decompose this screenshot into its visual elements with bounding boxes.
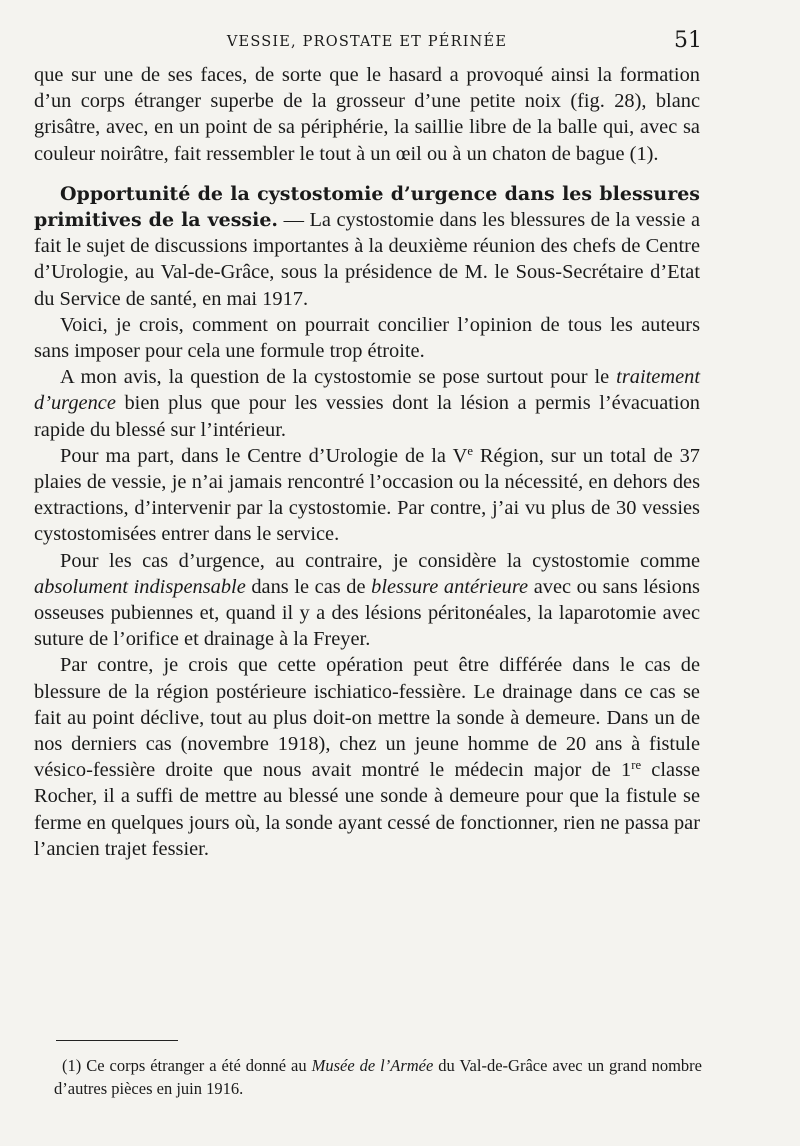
body-text bbox=[34, 62, 700, 862]
paragraph-1: que sur une de ses faces, de sorte que le hasard a provoqué ainsi la formation d’un corps étranger superbe de la grosseur d’une petite noix (fig. 28), blanc grisâtre, avec, en un point de sa périphérie, la saillie libre de la balle qui, avec sa couleur noirâtre, fait ressembler le tout à un œil ou à un chaton de bague (1). bbox=[34, 64, 700, 165]
paragraph-section: Opportunité de la cystostomie d’urgence dans les blessures primitives de la vessie. — La cystostomie dans les blessures de la vessie a fait le sujet de discussions importantes à la deuxième réunion des chefs de Centre d’Urologie, au Val-de-Grâce, sous la présidence de M. le Sous-Secrétaire d’Etat du Service de santé, en mai 1917. bbox=[34, 182, 700, 310]
running-title: VESSIE, PROSTATE ET PÉRINÉE bbox=[226, 34, 508, 50]
paragraph-7: Par contre, je crois que cette opération peut être différée dans le cas de blessure de la région postérieure ischiatico-fessière. Le drainage dans ce cas se fait au point déclive, tout au plus doit-on mettre la sonde à demeure. Dans un de nos derniers cas (novembre 1918), chez un jeune homme de 20 ans à fistule vésico-fessière droite que nous avait montré le médecin major de 1re classe Rocher, il a suffi de mettre au blessé une sonde à demeure pour que la fistule se ferme en quelques jours où, la sonde ayant cessé de fonctionner, rien ne passa par l’ancien trajet fessier. bbox=[34, 654, 700, 860]
section-title: Opportunité de la cystostomie d’urgence dans les blessures primitives de la vessie. bbox=[34, 182, 700, 232]
footnote-1: (1) Ce corps étranger a été donné au Musée de l’Armée du Val-de-Grâce avec un grand nombre d’autres pièces en juin 1916. bbox=[54, 1056, 702, 1098]
footnote-rule bbox=[56, 1040, 178, 1041]
running-head bbox=[34, 22, 700, 62]
paragraph-3: Voici, je crois, comment on pourrait concilier l’opinion de tous les auteurs sans imposer pour cela une formule trop étroite. bbox=[34, 313, 700, 363]
paragraph-4: A mon avis, la question de la cystostomie se pose surtout pour le traitement d’urgence bien plus que pour les vessies dont la lésion a permis l’évacuation rapide du blessé sur l’intérieur. bbox=[34, 366, 700, 441]
footnotes bbox=[54, 1054, 702, 1100]
book-page bbox=[34, 22, 700, 862]
page-number: 51 bbox=[674, 28, 702, 53]
paragraph-6: Pour les cas d’urgence, au contraire, je considère la cystostomie comme absolument indispensable dans le cas de blessure antérieure avec ou sans lésions osseuses pubiennes et, quand il y a des lésions péritonéales, la laparotomie avec suture de l’orifice et drainage à la Freyer. bbox=[34, 549, 700, 651]
paragraph-5: Pour ma part, dans le Centre d’Urologie de la Ve Région, sur un total de 37 plaies de vessie, je n’ai jamais rencontré l’occasion ou la nécessité, en dehors des extractions, d’intervenir par la cystostomie. Par contre, j’ai vu plus de 30 vessies cystostomisées entrer dans le service. bbox=[34, 443, 701, 546]
